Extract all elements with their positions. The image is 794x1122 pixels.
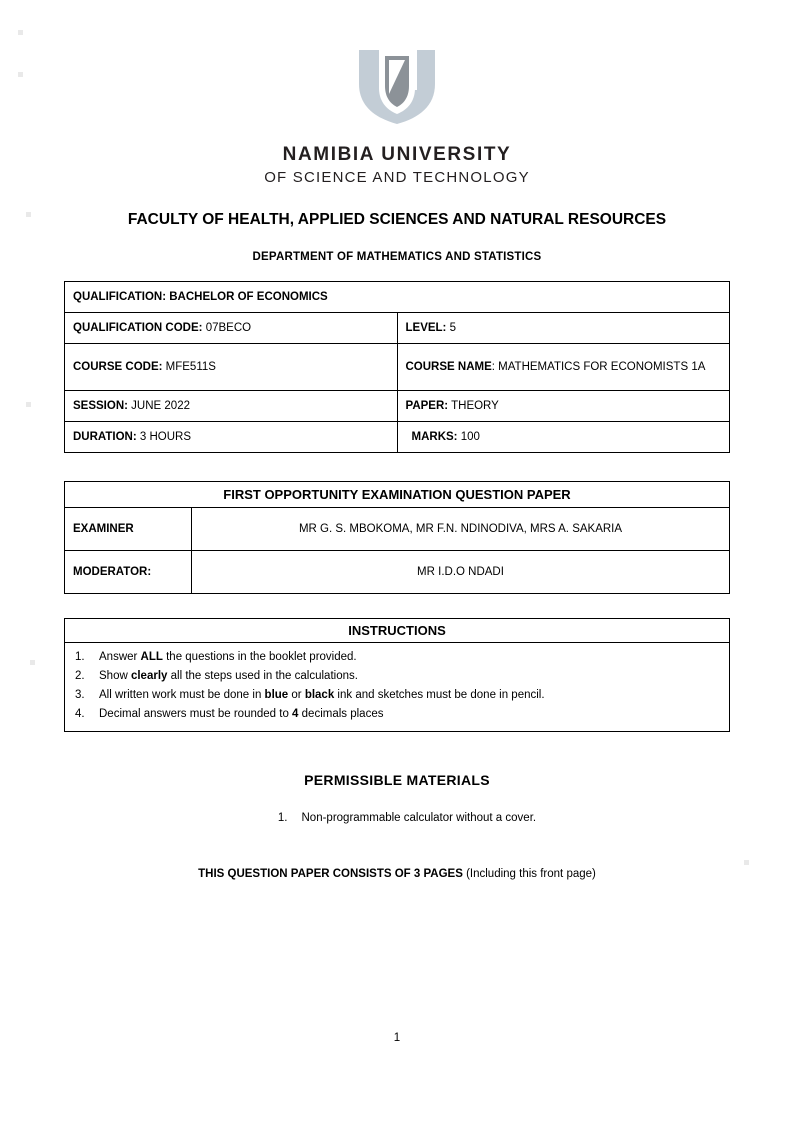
qualification-code-cell [65, 313, 398, 344]
course-name-label: COURSE NAME [405, 361, 492, 373]
course-name-cell [397, 344, 730, 391]
level-label: LEVEL: [405, 322, 447, 334]
scan-artifact [30, 660, 35, 665]
paper-label: PAPER: [405, 400, 449, 412]
examiner-table [64, 481, 730, 594]
session-label: SESSION: [73, 400, 128, 412]
instructions-list [73, 648, 721, 724]
table-row [65, 643, 730, 732]
table-row [65, 551, 730, 594]
course-name-value: : MATHEMATICS FOR ECONOMISTS 1A [491, 361, 706, 373]
instruction-text-post: decimals places [298, 707, 384, 720]
marks-value: 100 [460, 431, 480, 443]
scan-artifact [26, 212, 31, 217]
course-code-value: MFE511S [165, 361, 216, 373]
instruction-text-bold: clearly [130, 669, 168, 682]
table-row [65, 282, 730, 313]
instruction-text-pre: Answer [99, 651, 141, 663]
permissible-item-number: 1. [277, 811, 288, 824]
list-item [73, 648, 721, 667]
qualification-cell: QUALIFICATION: BACHELOR OF ECONOMICS [65, 282, 730, 313]
instructions-body [65, 643, 730, 732]
instruction-text-mid: or [288, 688, 305, 701]
instruction-number: 2. [75, 669, 85, 682]
page-count-strong: THIS QUESTION PAPER CONSISTS OF 3 PAGES [198, 867, 463, 880]
instruction-number: 4. [75, 707, 85, 720]
level-value: 5 [449, 322, 456, 334]
table-row [65, 508, 730, 551]
instruction-text-bold: 4 [292, 707, 299, 720]
instruction-number: 3. [75, 688, 85, 701]
instruction-text-bold: blue [264, 688, 289, 701]
session-value: JUNE 2022 [131, 400, 190, 412]
list-item [73, 667, 721, 686]
instruction-text-post: the questions in the booklet provided. [162, 651, 357, 663]
table-row [65, 619, 730, 643]
table-row [65, 422, 730, 453]
list-item [73, 686, 721, 705]
table-row [65, 482, 730, 508]
university-subtitle: OF SCIENCE AND TECHNOLOGY [264, 169, 530, 186]
qualification-info-table [64, 281, 730, 453]
instruction-number: 1. [75, 651, 85, 663]
permissible-materials-item [64, 812, 730, 824]
permissible-materials-title: PERMISSIBLE MATERIALS [304, 771, 490, 788]
institution-logo-container [64, 0, 730, 126]
exam-paper-title: FIRST OPPORTUNITY EXAMINATION QUESTION PAPER [65, 482, 730, 508]
examiner-label: EXAMINER [65, 508, 192, 551]
paper-cell [397, 391, 730, 422]
marks-label: MARKS: [411, 431, 458, 443]
university-name: NAMIBIA UNIVERSITY [282, 144, 512, 165]
level-cell [397, 313, 730, 344]
instructions-title: INSTRUCTIONS [65, 619, 730, 643]
duration-cell [65, 422, 398, 453]
instructions-table [64, 618, 730, 732]
table-row [65, 344, 730, 391]
page-number: 1 [393, 1032, 401, 1044]
moderator-label: MODERATOR: [65, 551, 192, 594]
permissible-item-text: Non-programmable calculator without a cover. [301, 811, 537, 824]
scan-artifact [18, 72, 23, 77]
duration-label: DURATION: [73, 431, 137, 443]
marks-cell [397, 422, 730, 453]
scan-artifact [18, 30, 23, 35]
examiner-value: MR G. S. MBOKOMA, MR F.N. NDINODIVA, MRS A. SAKARIA [192, 508, 730, 551]
instruction-text-pre: Show [99, 669, 131, 682]
instruction-text-bold2: black [304, 688, 335, 701]
qualification-code-label: QUALIFICATION CODE: [73, 322, 203, 334]
course-code-cell [65, 344, 398, 391]
scan-artifact [744, 860, 749, 865]
faculty-title: FACULTY OF HEALTH, APPLIED SCIENCES AND NATURAL RESOURCES [127, 211, 667, 228]
scan-artifact [26, 402, 31, 407]
nust-shield-logo-icon [353, 48, 441, 126]
instruction-text-post: ink and sketches must be done in pencil. [334, 688, 545, 701]
paper-value: THEORY [451, 400, 499, 412]
instruction-text-pre: All written work must be done in [99, 688, 265, 701]
instruction-text-pre: Decimal answers must be rounded to [99, 707, 293, 720]
session-cell [65, 391, 398, 422]
table-row [65, 313, 730, 344]
duration-value: 3 HOURS [139, 431, 191, 443]
page-count-statement [64, 868, 730, 880]
instruction-text-bold: ALL [140, 651, 163, 663]
page-count-rest: (Including this front page) [462, 867, 596, 880]
list-item [73, 705, 721, 724]
moderator-value: MR I.D.O NDADI [192, 551, 730, 594]
department-title: DEPARTMENT OF MATHEMATICS AND STATISTICS [252, 251, 542, 263]
table-row [65, 391, 730, 422]
instruction-text-post: all the steps used in the calculations. [167, 669, 358, 682]
qualification-code-value: 07BECO [205, 322, 252, 334]
course-code-label: COURSE CODE: [73, 361, 163, 373]
